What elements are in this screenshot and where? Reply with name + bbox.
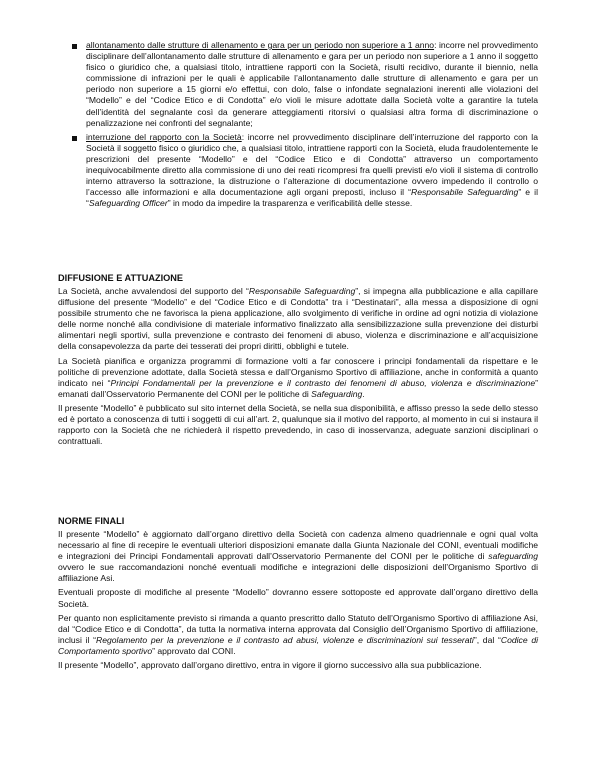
bullet-emphasis: Responsabile Safeguarding [411, 187, 519, 198]
paragraph: La Società, anche avvalendosi del supporto del “Responsabile Safeguarding”, si impegna alla pubblicazione e alla capillare diffusione del presente “Modello” e del “Codice Etico e di Condotta” tra i “Destinatari”, alla messa a disposizione di ogni possibile strumento che ne favorisca la piena applicazione, allo svolgimento di verifiche in ordine ad ogni notizia di violazione delle norme nonché alla condivisione di materiale informativo finalizzato alla sensibilizzazione sulla prevenzione dei disturbi alimentari negli sportivi, sulla prevenzione e contrasto dei fenomeni di abuso, violenza e discriminazione e all’acquisizione della consapevolezza da parte dei tesserati dei propri diritti, obblighi e tutele. [58, 286, 538, 352]
bullet-item-interruzione [70, 132, 538, 210]
section-heading: NORME FINALI [58, 516, 125, 526]
paragraph: Il presente “Modello”, approvato dall’organo direttivo, entra in vigore il giorno successivo alla sua pubblicazione. [58, 660, 482, 671]
bullet-item-allontanamento [70, 40, 538, 129]
section-norme-finali [58, 516, 538, 674]
section-diffusione [58, 273, 538, 450]
square-bullet-icon [72, 136, 77, 141]
bullet-text: ” e il “ [86, 187, 538, 209]
bullet-lead-term: interruzione del rapporto con la Società [86, 131, 242, 142]
paragraph: Eventuali proposte di modifiche al presente “Modello” dovranno essere sottoposte ed approvate dall’organo direttivo della Società. [58, 587, 538, 609]
bullet-paragraph [86, 132, 538, 210]
paragraph: La Società pianifica e organizza programmi di formazione volti a far conoscere i principi fondamentali da rispettare e le politiche di prevenzione adottate, dalla Società stessa e dall’Organismo Sportivo di affiliazione, anche in conformità a quanto indicato nei “Principi Fondamentali per la prevenzione e il contrasto dei fenomeni di abuso, violenza e discriminazione” emanati dall’Osservatorio Permanente del CONI per le politiche di Safeguarding. [58, 355, 538, 399]
bullet-text: : incorre nel provvedimento disciplinare dell’allontanamento dalle strutture di allenamento e gara per un periodo non superiore a 1 anno il soggetto fisico o giuridico che, a qualsiasi titolo, intrattiene rapporti con la Società, risulti recidivo, durante il biennio, nella commissione di infrazioni per le quali è applicabile l’allontanamento dalle strutture di allenamento e gara per un periodo non superiore a 15 giorni e/o effettui, con dolo, false o infondate segnalazioni inerenti alle violazioni del “Modello” e del “Codice Etico e di Condotta” e/o violi le misure adottate dalla Società volte a garantire la tutela dell’identità del segnalante così da generare atteggiamenti ritorsivi o qualsiasi altra forma di discriminazione o penalizzazione nei confronti del segnalante; [86, 40, 538, 128]
paragraph: Il presente “Modello” è aggiornato dall’organo direttivo della Società con cadenza almeno quadriennale e ogni qual volta necessario al fine di recepire le eventuali ulteriori disposizioni emanate dalla Giunta Nazionale del CONI, eventuali modifiche e integrazioni dei Principi Fondamentali approvati dall’Osservatorio Permanente del CONI per le politiche di safeguarding ovvero le sue raccomandazioni nonché eventuali modifiche e integrazioni delle disposizioni dell’Organismo Sportivo di affiliazione Asi. [58, 529, 538, 584]
bullet-lead-term: allontanamento dalle strutture di allenamento e gara per un periodo non superiore a 1 anno [86, 40, 435, 50]
square-bullet-icon [72, 44, 77, 49]
bullet-paragraph [86, 40, 538, 129]
bullet-text: ” in modo da impedire la trasparenza e verificabilità delle stesse. [167, 198, 413, 209]
paragraph: Per quanto non esplicitamente previsto si rimanda a quanto prescritto dallo Statuto dell’Organismo Sportivo di affiliazione Asi, dal “Codice Etico e di Condotta”, da tutta la normativa interna approvata dal Consiglio dell’Organismo Sportivo di affiliazione, inclusi il “Regolamento per la prevenzione e il contrasto ad abusi, violenze e discriminazioni sui tesserati”, dal “Codice di Comportamento sportivo” approvato dal CONI. [58, 612, 539, 656]
sanctions-bullet-list [70, 40, 538, 212]
bullet-emphasis: Safeguarding Officer [88, 198, 168, 209]
paragraph: Il presente “Modello” è pubblicato sul sito internet della Società, se nella sua disponibilità, e affisso presso la sede dello stesso ed è portato a conoscenza di tutti i soggetti di cui all’art. 2, qualunque sia il motivo del rapporto, al momento in cui si instaura il rapporto con la Società che ne richiederà il rispetto prevedendo, in caso di inosservanza, adeguate sanzioni disciplinari o contrattuali. [58, 402, 538, 447]
section-heading: DIFFUSIONE E ATTUAZIONE [58, 273, 184, 283]
bullet-text: : incorre nel provvedimento disciplinare dell’interruzione del rapporto con la Società il soggetto fisico o giuridico che, a qualsiasi titolo, intrattiene rapporti con la Società, eluda fraudolentemente le prescrizioni del presente “Modello” e del “Codice Etico e di Condotta” attraverso un comportamento inequivocabilmente diretto alla commissione di uno dei reati ricompresi fra quelli previsti e/o violi il sistema di controllo interno attraverso la sottrazione, la distruzione o l’alterazione di documentazione ovvero impedendo il controllo o l’accesso alle informazioni e alla documentazione agli organi preposti, incluso il “ [86, 131, 538, 198]
